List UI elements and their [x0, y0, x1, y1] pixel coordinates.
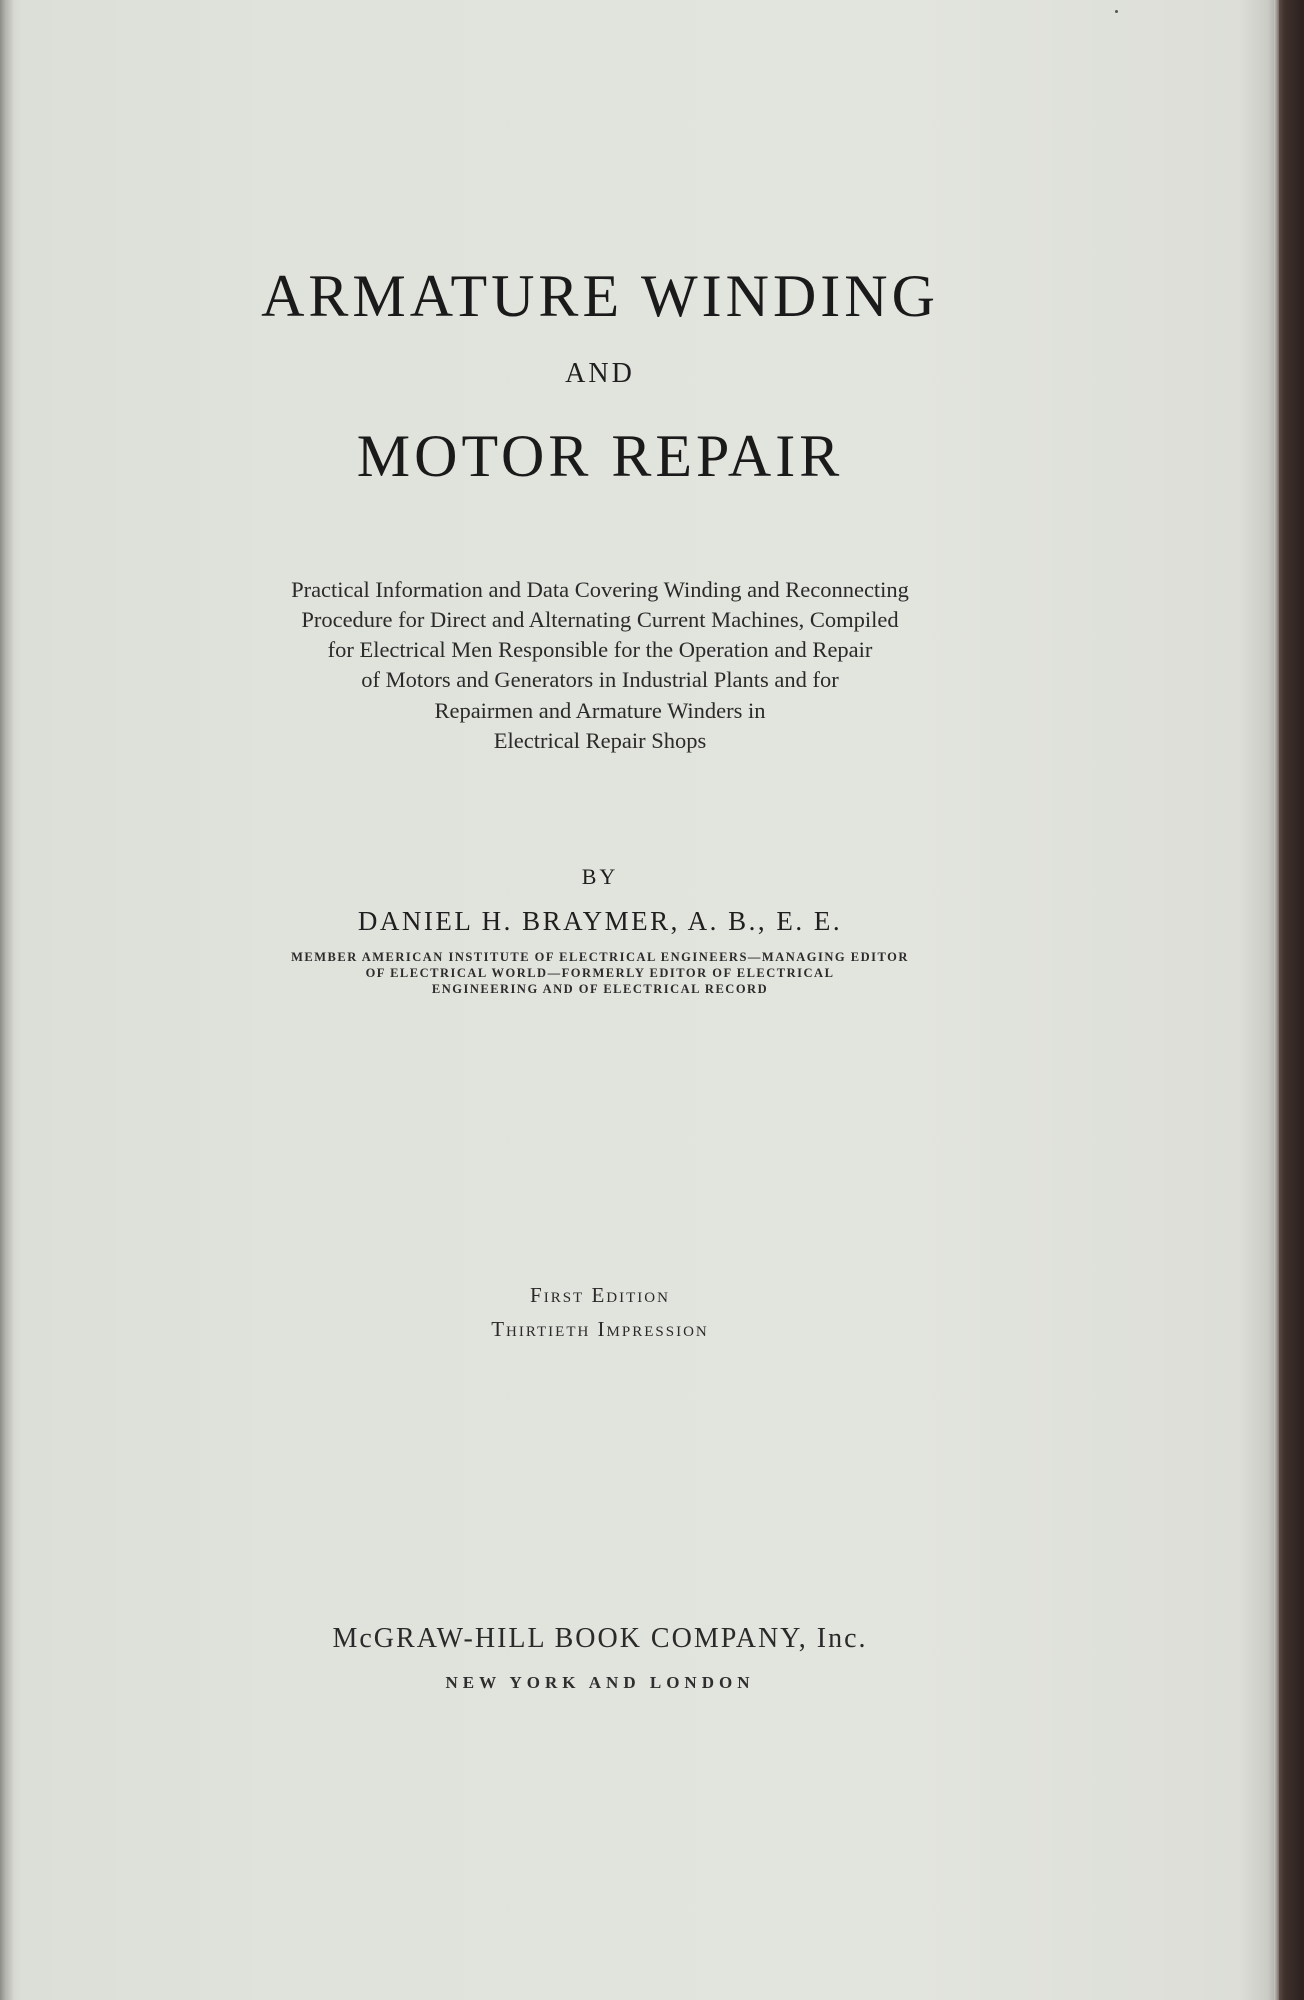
description-line: Repairmen and Armature Winders in: [434, 698, 766, 723]
cover-board: [1279, 0, 1304, 2000]
paper-speck: [1115, 10, 1118, 13]
publisher-place: NEW YORK AND LONDON: [445, 1673, 755, 1692]
publisher-name: McGRAW-HILL BOOK COMPANY, Inc.: [332, 1623, 868, 1654]
edition: First Edition: [530, 1283, 670, 1307]
description-line: Procedure for Direct and Alternating Current Machines, Compiled: [301, 607, 899, 632]
by-line: BY: [581, 864, 619, 889]
title-line-2: MOTOR REPAIR: [356, 423, 844, 489]
impression: Thirtieth Impression: [491, 1317, 709, 1341]
author-credentials-line: ENGINEERING AND OF ELECTRICAL RECORD: [431, 982, 769, 996]
title-and: AND: [565, 358, 635, 389]
description-line: of Motors and Generators in Industrial Plants and for: [361, 667, 839, 692]
description-line: Practical Information and Data Covering Winding and Reconnecting: [291, 577, 909, 602]
author-credentials-line: MEMBER AMERICAN INSTITUTE OF ELECTRICAL ENGINEERS—MANAGING EDITOR: [291, 950, 909, 964]
description-line: Electrical Repair Shops: [493, 728, 707, 753]
title-line-1: ARMATURE WINDING: [261, 263, 939, 329]
description-line: for Electrical Men Responsible for the Operation and Repair: [327, 637, 873, 662]
author-name: DANIEL H. BRAYMER, A. B., E. E.: [357, 906, 843, 936]
author-credentials-line: OF ELECTRICAL WORLD—FORMERLY EDITOR OF ELECTRICAL: [365, 966, 835, 980]
